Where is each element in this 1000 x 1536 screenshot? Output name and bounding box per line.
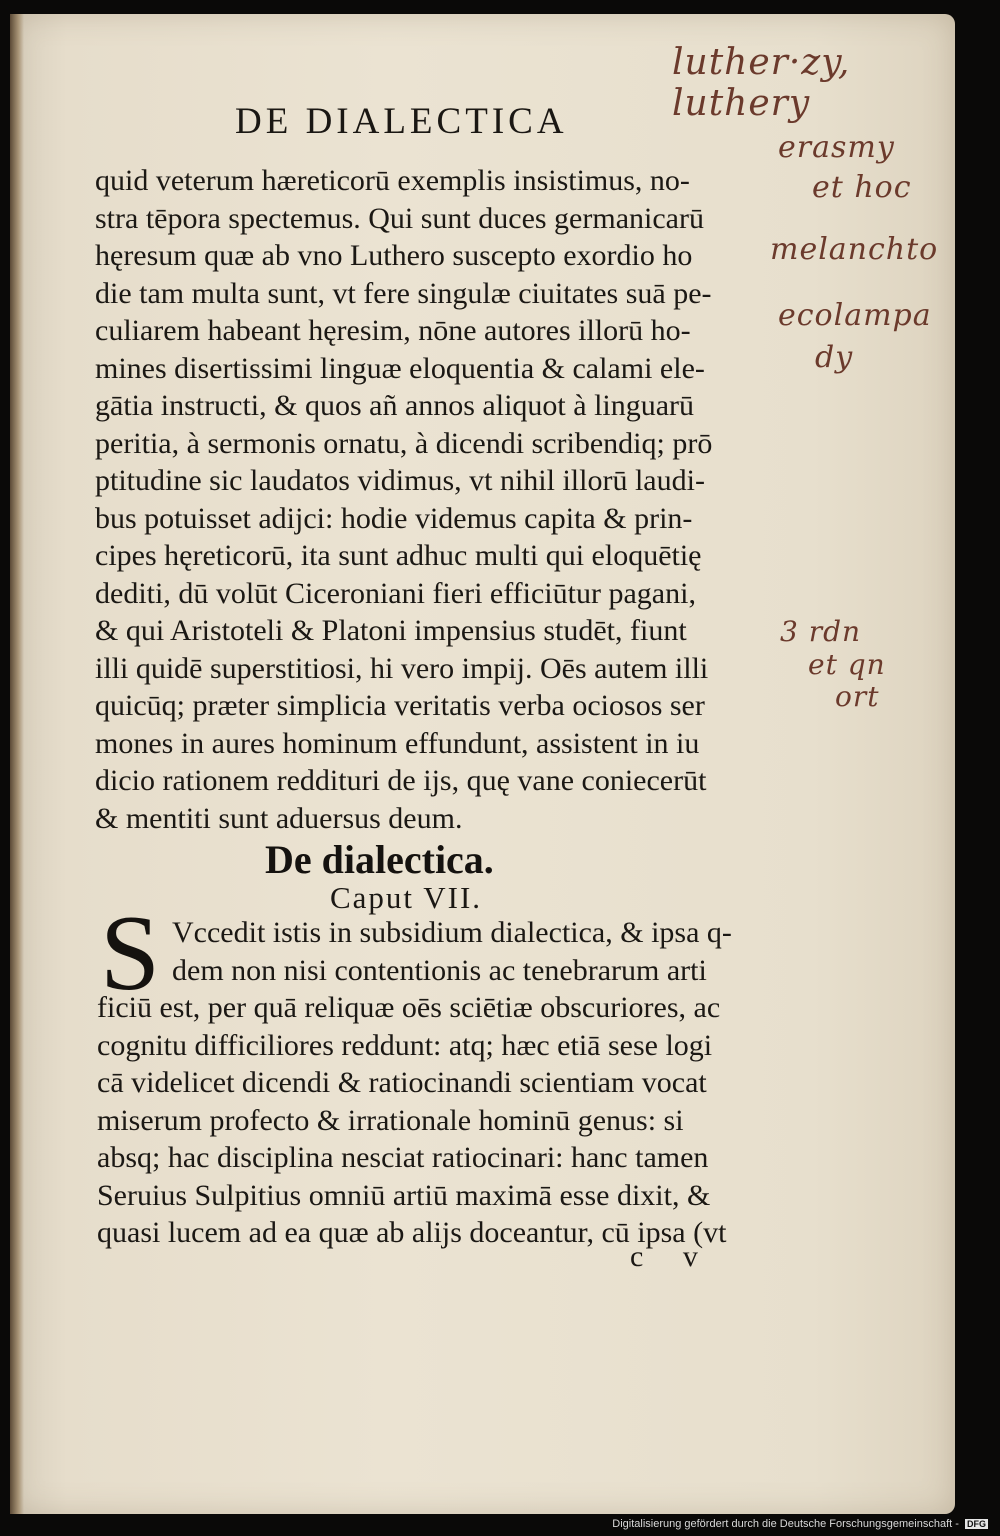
- text-line: dicio rationem reddituri de ijs, quę vane coniecerūt: [95, 764, 707, 797]
- binding-edge: [10, 14, 24, 1514]
- text-line: cognitu difficiliores reddunt: atq; hæc etiā sese logi: [97, 1028, 713, 1062]
- body-text-block: [95, 162, 775, 837]
- chapter-text-block: [97, 989, 777, 1252]
- text-line: illi quidē superstitiosi, hi vero impij. Oēs autem illi: [95, 651, 709, 685]
- text-line: bus potuisset adijci: hodie videmus capita & prin-: [95, 501, 693, 535]
- signature-mark: c v: [630, 1240, 714, 1273]
- text-line: & qui Aristoteli & Platoni impensius studēt, fiunt: [95, 614, 687, 647]
- marginalia-note: ecolampa: [778, 298, 932, 333]
- text-line: Seruius Sulpitius omniū artiū maximā esse dixit, &: [97, 1178, 711, 1212]
- text-line: quicūq; præter simplicia veritatis verba ociosos ser: [95, 689, 705, 722]
- marginalia-top: luther·zy, luthery: [672, 42, 851, 124]
- marginalia-note: et qn: [808, 648, 886, 681]
- text-line: die tam multa sunt, vt fere singulæ ciuitates suā pe-: [95, 276, 712, 310]
- text-line: miserum profecto & irrationale hominū genus: si: [97, 1103, 684, 1137]
- text-line: hęresum quæ ab vno Luthero suscepto exordio ho: [95, 239, 693, 272]
- text-line: stra tēpora spectemus. Qui sunt duces germanicarū: [95, 201, 704, 235]
- text-line: & mentiti sunt aduersus deum.: [95, 801, 463, 835]
- text-line: gātia instructi, & quos añ annos aliquot à linguarū: [95, 389, 695, 422]
- chapter-opening-block: [172, 914, 782, 989]
- section-title: De dialectica.: [265, 837, 494, 882]
- footer-credit-text: Digitalisierung gefördert durch die Deutsche Forschungsgemeinschaft -: [612, 1518, 959, 1530]
- text-line: quid veterum hæreticorū exemplis insistimus, no-: [95, 164, 690, 197]
- text-line: cipes hęreticorū, ita sunt adhuc multi qui eloquētię: [95, 539, 702, 572]
- marginalia-note: melanchto: [770, 232, 939, 267]
- drop-cap: S: [100, 894, 161, 1013]
- text-line: ficiū est, per quā reliquæ oēs sciētiæ obscuriores, ac: [97, 991, 721, 1024]
- marginalia-note: erasmy: [778, 130, 895, 165]
- dfg-logo: DFG: [967, 1519, 986, 1529]
- footer-credit: [612, 1518, 988, 1530]
- marginalia-note: 3 rdn: [780, 615, 862, 648]
- text-line: culiarem habeant hęresim, nōne autores illorū ho-: [95, 314, 691, 347]
- text-line: dediti, dū volūt Ciceroniani fieri efficiūtur pagani,: [95, 576, 696, 610]
- marginalia-note: ort: [835, 680, 880, 713]
- running-head: DE DIALECTICA: [235, 101, 568, 142]
- text-line: ptitudine sic laudatos vidimus, vt nihil illorū laudi-: [95, 464, 705, 497]
- text-line: dem non nisi contentionis ac tenebrarum arti: [172, 953, 707, 987]
- text-line: mones in aures hominum effundunt, assistent in iu: [95, 726, 700, 760]
- text-line: absq; hac disciplina nesciat ratiocinari: hanc tamen: [97, 1141, 709, 1174]
- marginalia-note: et hoc: [812, 170, 912, 205]
- text-line: mines disertissimi linguæ eloquentia & calami ele-: [95, 351, 705, 385]
- text-line: peritia, à sermonis ornatu, à dicendi scribendiq; prō: [95, 426, 713, 460]
- text-line: Vccedit istis in subsidium dialectica, & ipsa q-: [172, 916, 732, 949]
- chapter-label: Caput VII.: [330, 880, 483, 915]
- text-line: quasi lucem ad ea quæ ab alijs doceantur, cū ipsa (vt: [97, 1216, 727, 1249]
- text-line: cā videlicet dicendi & ratiocinandi scientiam vocat: [97, 1066, 707, 1099]
- marginalia-note: dy: [815, 340, 854, 375]
